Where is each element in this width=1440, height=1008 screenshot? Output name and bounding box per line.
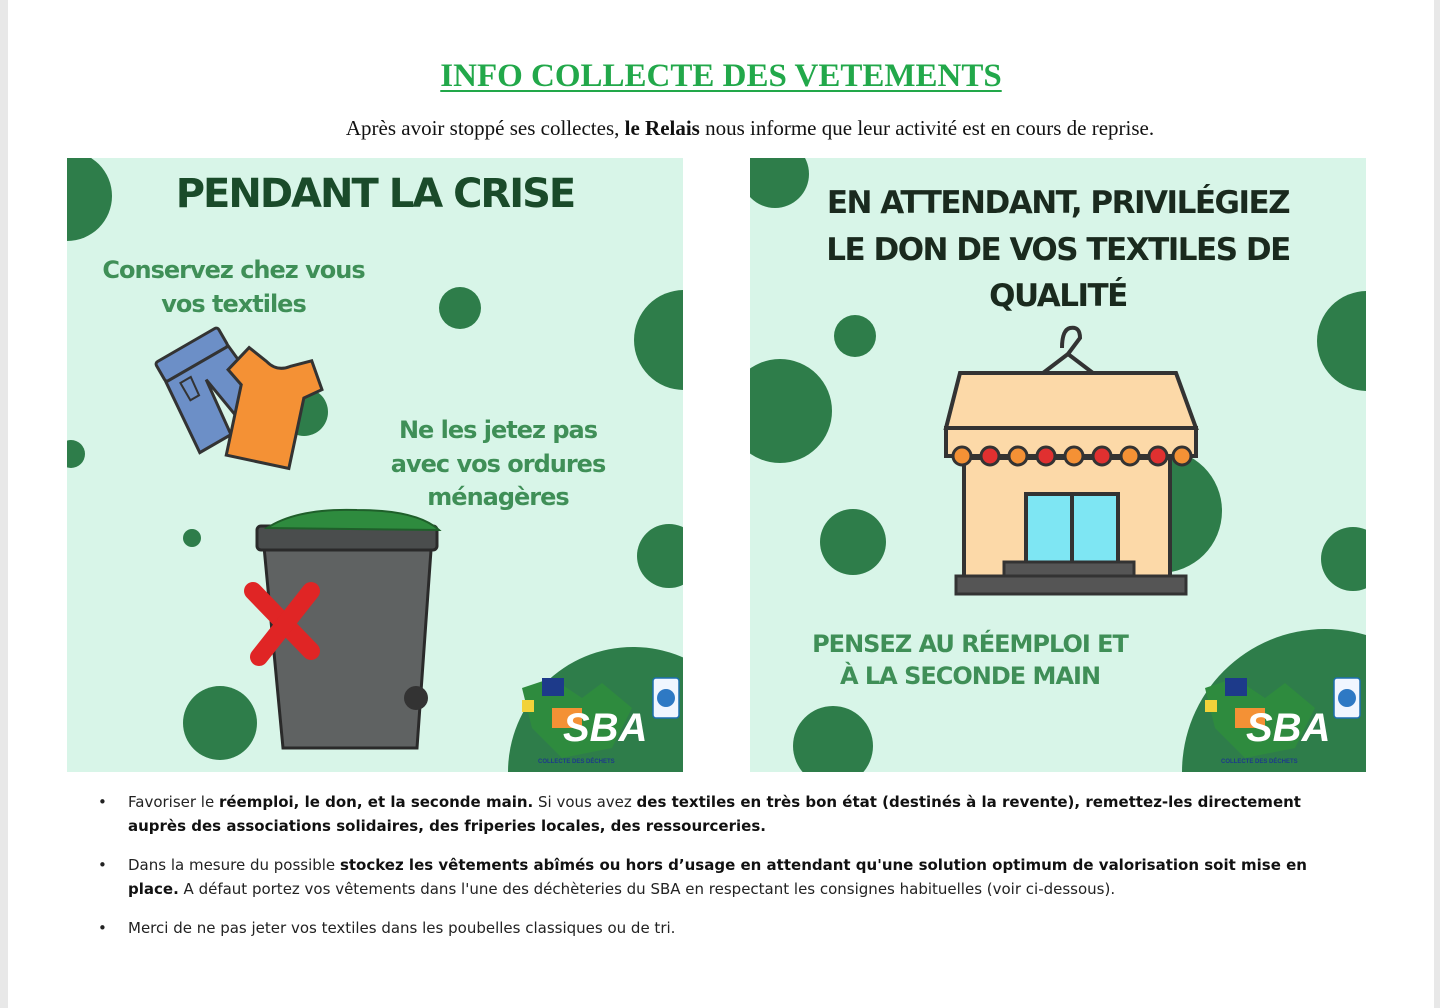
- text-pensez-au-reemploi: PENSEZ AU RÉEMPLOI ET À LA SECONDE MAIN: [812, 630, 1128, 691]
- sba-logo-subtitle: COLLECTE DES DÉCHETS: [1221, 759, 1298, 765]
- page-title: INFO COLLECTE DES VETEMENTS: [440, 58, 1002, 94]
- text-conservez: Conservez chez vous vos textiles: [102, 256, 365, 318]
- shop-icon: [946, 373, 1196, 594]
- heading-en-attendant: EN ATTENDANT, PRIVILÉGIEZ LE DON DE VOS TEXTILES DE QUALITÉ: [826, 185, 1290, 314]
- panel-pendant-la-crise: [67, 158, 683, 772]
- heading-pendant-la-crise: PENDANT LA CRISE: [175, 171, 575, 217]
- text-ne-les-jetez-pas: Ne les jetez pas avec vos ordures ménagères: [390, 416, 606, 512]
- list-item: • Favoriser le réemploi, le don, et la seconde main. Si vous avez des textiles en très bon état (destinés à la revente), remettez-les directement auprès des associations solidaires, des friperies locales, des ressourceries.: [98, 793, 1301, 835]
- label-badge-icon: [653, 678, 679, 718]
- sba-logo-text: SBA: [1246, 706, 1331, 750]
- list-item: • Merci de ne pas jeter vos textiles dans les poubelles classiques ou de tri.: [98, 919, 676, 937]
- sba-logo-subtitle: COLLECTE DES DÉCHETS: [538, 759, 615, 765]
- list-item: • Dans la mesure du possible stockez les vêtements abîmés ou hors d’usage en attendant qu'une solution optimum de valorisation soit mise en place. A défaut portez vos vêtements dans l'une des déchèteries du SBA en respectant les consignes habituelles (voir ci-dessous).: [98, 856, 1307, 898]
- label-badge-icon: [1334, 678, 1360, 718]
- page-subtitle: Après avoir stoppé ses collectes, le Relais nous informe que leur activité est en cours de reprise.: [345, 116, 1155, 140]
- document-page: [8, 0, 1434, 1008]
- panel-en-attendant: [750, 158, 1366, 772]
- sba-logo-text: SBA: [563, 706, 648, 750]
- bullet-list: [98, 790, 1348, 955]
